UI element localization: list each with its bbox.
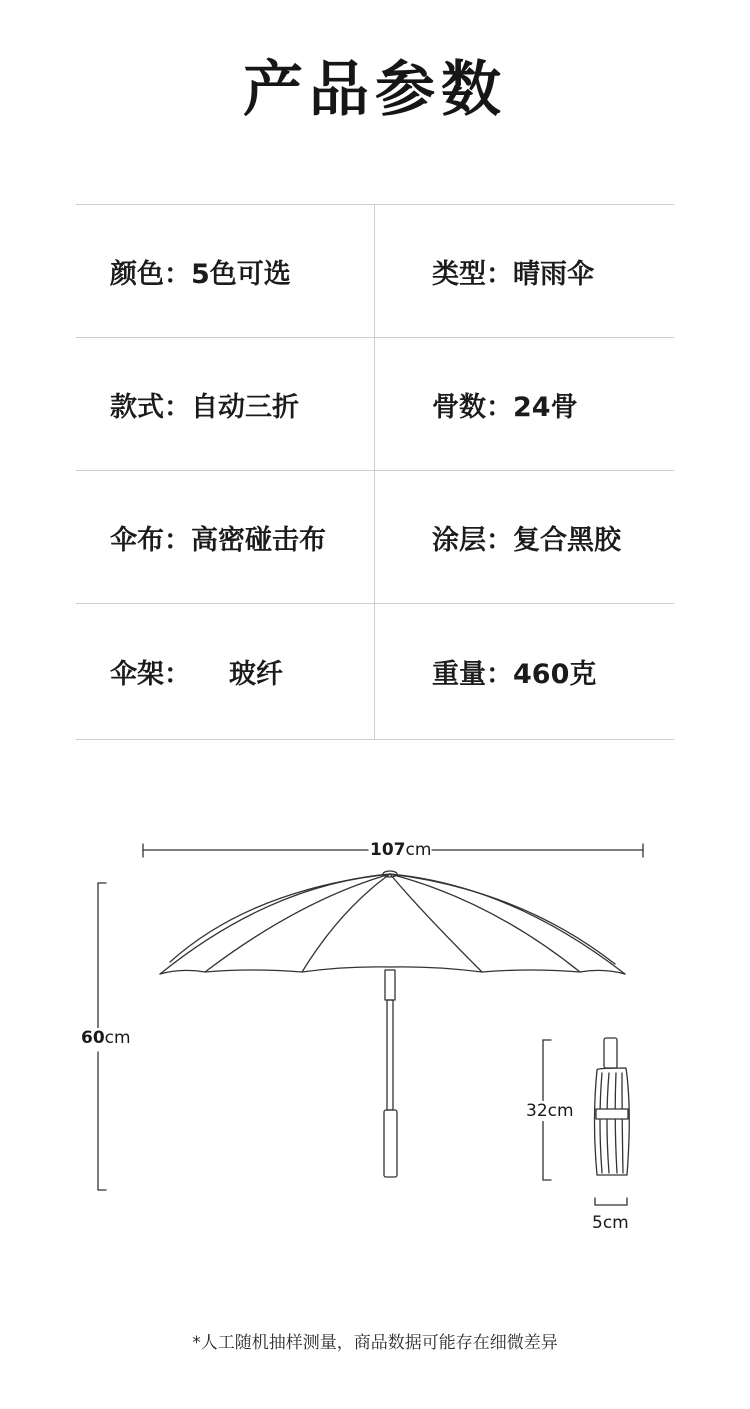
spec-type xyxy=(432,205,594,337)
spec-style xyxy=(110,338,299,470)
spec-label: 类型： xyxy=(432,258,513,290)
height-dimension-label: 60cm xyxy=(81,1028,131,1048)
spec-fabric xyxy=(110,471,326,603)
spec-value: 自动三折 xyxy=(191,391,299,423)
spec-frame xyxy=(110,604,283,738)
spec-row xyxy=(76,338,674,471)
spec-label: 骨数： xyxy=(432,391,513,423)
spec-weight xyxy=(432,604,596,738)
spec-value: 高密碰击布 xyxy=(191,524,326,556)
spec-ribs xyxy=(432,338,578,470)
spec-color xyxy=(110,205,291,337)
spec-value: 460克 xyxy=(513,658,597,690)
spec-label: 款式： xyxy=(110,391,191,423)
spec-label: 涂层： xyxy=(432,524,513,556)
spec-row xyxy=(76,604,674,738)
page-title: 产品参数 xyxy=(243,55,507,125)
spec-label: 伞架： xyxy=(110,658,191,690)
open-umbrella xyxy=(160,871,625,1177)
spec-label: 重量： xyxy=(432,658,513,690)
folded-length-label: 32cm xyxy=(526,1101,574,1121)
spec-value: 5色可选 xyxy=(191,258,291,290)
spec-label: 伞布： xyxy=(110,524,191,556)
spec-value: 玻纤 xyxy=(229,658,283,690)
spec-row xyxy=(76,471,674,604)
folded-diameter-label: 5cm xyxy=(592,1213,629,1233)
spec-label: 颜色： xyxy=(110,258,191,290)
spec-table xyxy=(76,204,674,740)
spec-value: 24骨 xyxy=(513,391,578,423)
spec-value: 晴雨伞 xyxy=(513,258,594,290)
spec-row xyxy=(76,205,674,338)
measurement-footnote: *人工随机抽样测量，商品数据可能存在细微差异 xyxy=(192,1333,558,1353)
folded-umbrella xyxy=(595,1038,630,1175)
spec-coating xyxy=(432,471,621,603)
spec-value: 复合黑胶 xyxy=(513,524,621,556)
width-dimension-label: 107cm xyxy=(370,840,432,860)
